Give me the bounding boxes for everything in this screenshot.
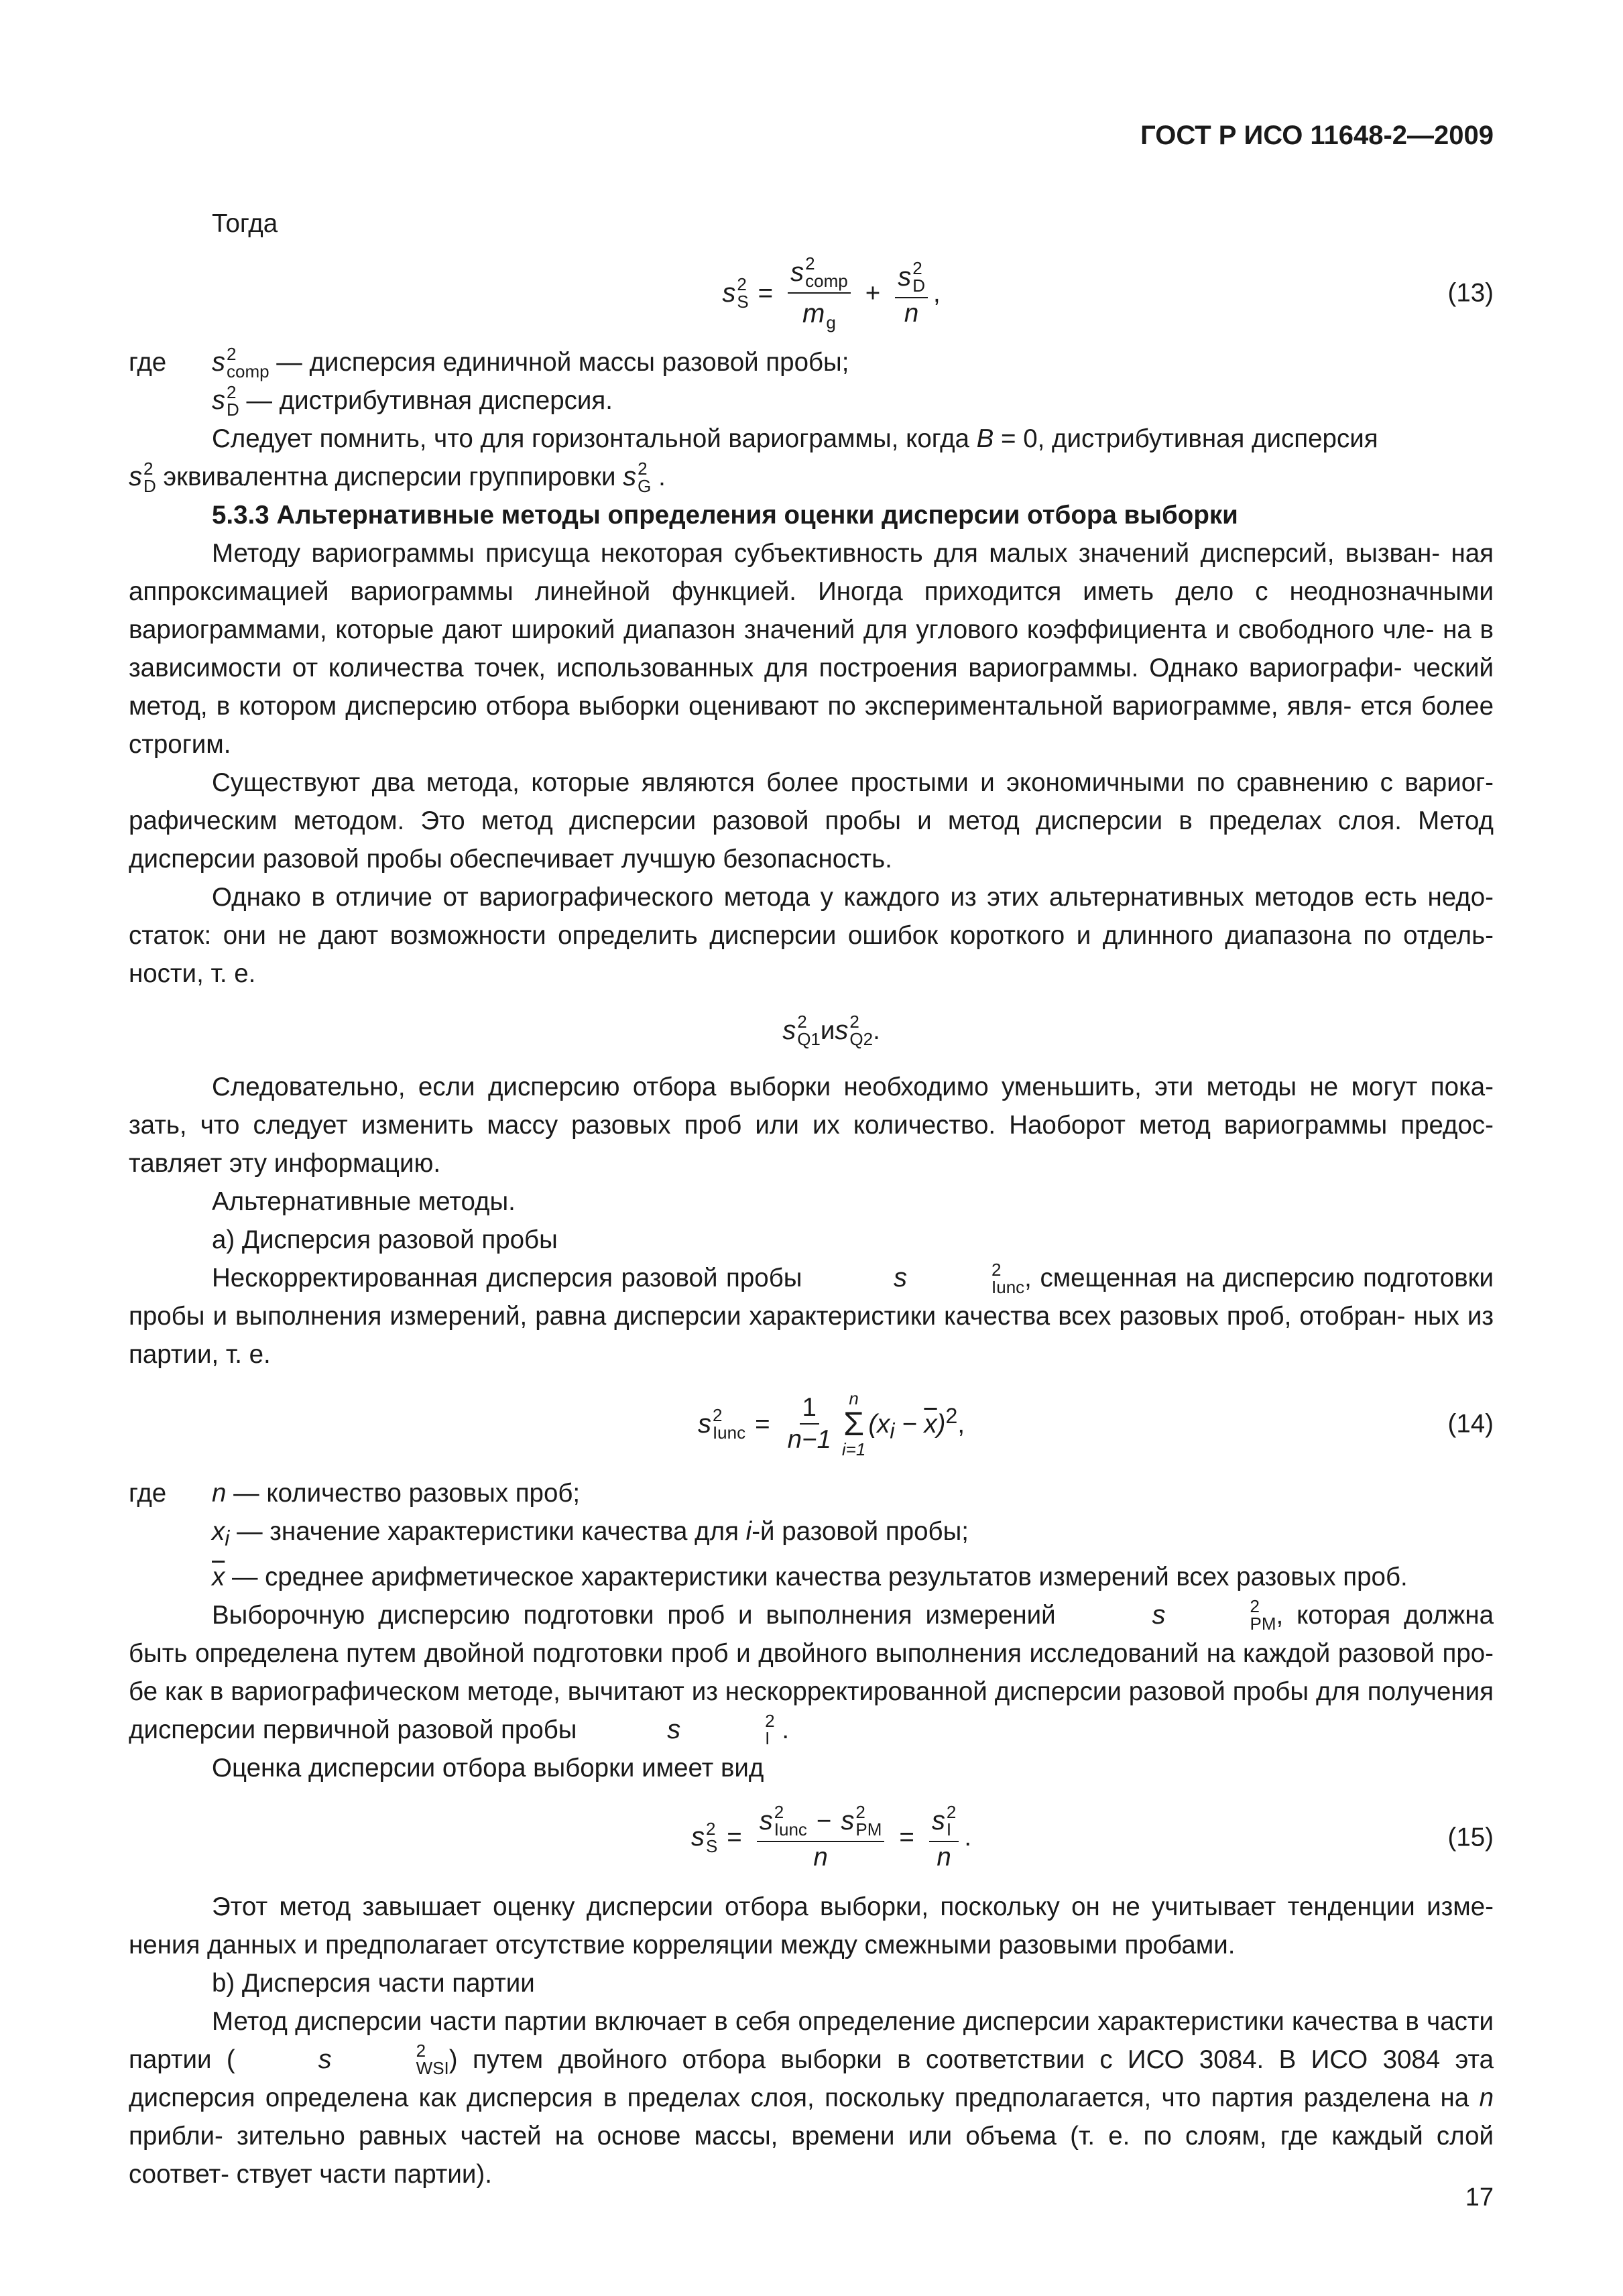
defs13-d: s 2 D — дистрибутивная дисперсия.: [212, 381, 613, 420]
paragraph-5: Нескорректированная дисперсия разовой пробы s 2 Iunc , смещенная на дисперсию подготовки пробы и выполнения измерений, равна дисперсии характеристики качества всех разовых проб, отобран- ных из партии, т. е.: [129, 1259, 1494, 1369]
defs14-xi: $x_i$ — значение характеристики качества для i-й разовой пробы; $\overline{x}$ — среднее арифметическое характеристики качества результатов измерений всех разовых проб.: [129, 1512, 1494, 1596]
defs13-comp: где s 2 comp — дисперсия единичной массы разовой пробы;: [129, 343, 849, 381]
defs14-xbar: $\overline{x}$ — среднее арифметическое характеристики качества результатов измерений всех разовых проб.: [212, 1562, 1408, 1591]
paragraph-1: Методу вариограммы присуща некоторая субъективность для малых значений дисперсий, вызван- ная аппроксимацией вариограммы линейной функцией. Иногда приходится иметь дело с неоднозначными вариограммами, которые дают широкий диапазон значений для углового коэффициента и свободного чле- на в зависимости от количества точек, использованных для построения вариограммы. Однако вариографи- ческий метод, в котором дисперсию отбора выборки оценивают по экспериментальной вариограмме, явля- ется более строгим.: [129, 539, 1494, 759]
page-number: 17: [1465, 2183, 1494, 2212]
document-header: ГОСТ Р ИСО 11648-2—2009: [1140, 121, 1494, 150]
equation-13-number: (13): [1447, 278, 1494, 308]
paragraph-6: Выборочную дисперсию подготовки проб и выполнения измерений s 2 PM , которая должна быть определена путем двойной подготовки проб и двойного выполнения исследований на каждой разовой про- бе как в вариографическом методе, вычитают из нескорректированной дисперсии разовой пробы для получения дисперсии первичной разовой пробы s 2 I .: [129, 1596, 1494, 1749]
paragraph-3: Однако в отличие от вариографического метода у каждого из этих альтернативных методов есть недо- статок: они не дают возможности определить дисперсии ошибок короткого и длинного диапазона по отдель- ности, т. е.: [129, 883, 1494, 988]
eq13-fraction-2: s 2 D n: [895, 259, 928, 327]
intro-then: Тогда: [212, 209, 278, 238]
equation-14-number: (14): [1447, 1409, 1494, 1439]
para-note: Следует помнить, что для горизонтальной вариограммы, когда B = 0, дистрибутивная дисперсия: [212, 424, 1378, 453]
equation-13: [129, 243, 1494, 343]
paragraph-7: Этот метод завышает оценку дисперсии отбора выборки, поскольку он не учитывает тенденции изме- нения данных и предполагает отсутствие корреляции между смежными разовыми пробами.: [129, 1892, 1494, 1959]
eq13-lhs: s 2 S: [722, 274, 749, 312]
paragraph-2: Существуют два метода, которые являются более простыми и экономичными по сравнению с вариог- рафическим методом. Это метод дисперсии разовой пробы и метод дисперсии в пределах слоя. Метод дисперсии разовой пробы обеспечивает лучшую безопасность.: [129, 768, 1494, 873]
document-page: [129, 121, 1494, 2212]
defs14-n: где n — количество разовых проб;: [129, 1479, 581, 1508]
paragraph-8: Метод дисперсии части партии включает в себя определение дисперсии характеристики качества в части партии ( s 2 WSI ) путем двойного отбора выборки в соответствии с ИСО 3084. В ИСО 3084 эта дисперсия определена как дисперсия в пределах слоя, поскольку предполагается, что партия разделена на n прибли- зительно равных частей на основе массы, времени или объема (т. е. по слоям, где каждый слой соответ- ствует части партии).: [129, 2006, 1494, 2189]
item-b: b) Дисперсия части партии: [212, 1968, 535, 1998]
estimate-text: Оценка дисперсии отбора выборки имеет вид: [212, 1753, 764, 1783]
equation-15-number: (15): [1447, 1823, 1494, 1852]
document-body: [129, 204, 1494, 2193]
item-a: а) Дисперсия разовой пробы: [212, 1225, 558, 1254]
paragraph-4: Следовательно, если дисперсию отбора выборки необходимо уменьшить, эти методы не могут пока- зать, что следует изменить массу разовых проб или их количество. Наоборот метод вариограммы предос- тавляет эту информацию.: [129, 1073, 1494, 1178]
equation-14: s 2 Iunc = $\frac{1}{n-1}$ n Σ i=1 $(x_i - \overline{x})^2$ , (14): [697, 1388, 1494, 1459]
equation-q: s 2 Q1 и s 2 Q2 .: [782, 1012, 880, 1049]
equation-13-body: s 2 S = s 2 comp m g + s 2 D n ,: [722, 253, 941, 333]
equation-15: s 2 S = s 2 Iunc − s 2 PM n = s 2 I n . (15): [690, 1802, 1494, 1872]
section-heading: 5.3.3 Альтернативные методы определения оценки дисперсии отбора выборки: [212, 501, 1238, 530]
eq13-fraction-1: s 2 comp m g: [788, 255, 851, 331]
alt-methods: Альтернативные методы.: [212, 1187, 516, 1216]
para-note-cont: s 2 D эквивалентна дисперсии группировки s 2 G .: [129, 458, 666, 496]
